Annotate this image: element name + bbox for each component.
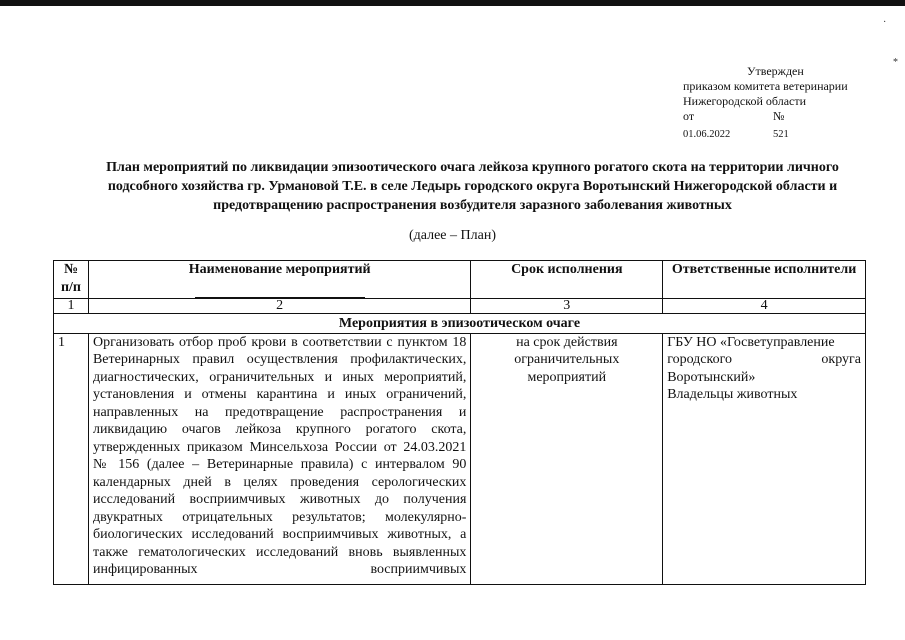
document-subtitle: (далее – План) [408,228,496,243]
column-number: 4 [663,298,866,313]
table-header-row [54,261,866,299]
approval-number-label: № [773,109,785,123]
row-number: 1 [54,333,89,584]
executor-word: округа [821,352,861,367]
column-number: 3 [471,298,663,313]
row-term: на срок действия ограничительных мероприятий [471,333,663,584]
table-row [54,333,866,584]
executor-line: Воротынский» [667,369,756,385]
approval-from-label: от [683,109,695,123]
header-term: Срок исполнения [471,261,663,299]
approval-values-row [683,127,883,142]
column-number: 1 [54,298,89,313]
approval-date: 01.06.2022 [683,129,731,140]
section-title: Мероприятия в эпизоотическом очаге [54,313,866,333]
document-title: План мероприятий по ликвидации эпизоотического очага лейкоза крупного рогатого скота на территории личного подсобного хозяйства гр. Урмановой Т.Е. в селе Ледырь городского округа Воротынский Нижегородской области и предотвращению распространения возбудителя заразного заболевания животных [106,160,839,213]
row-measure: Организовать отбор проб крови в соответствии с пунктом 18 Ветеринарных правил осуществления профилактических, диагностических, ограничительных и иных мероприятий, установления и отмены карантина и иных ограничений, направленных на предотвращение распространения и ликвидацию очагов лейкоза крупного рогатого скота, утвержденных приказом Минсельхоза России от 24.03.2021 № 156 (далее – Ветеринарные правила) с интервалом 90 календарных дней в целях проведения серологических исследований восприимчивых животных до получения двукратных отрицательных результатов; молекулярно-биологических исследований восприимчивых животных, а также гематологических исследований вновь выявленных инфицированных восприимчивых [88,333,470,584]
scan-speck: * [893,57,898,68]
executor-word: городского [667,352,732,367]
executor-owners: Владельцы животных [667,387,798,402]
column-number-row [54,298,866,313]
header-number: № п/п [54,261,89,299]
executor-line [667,351,861,369]
plan-table [53,260,866,585]
approval-number: 521 [773,129,789,140]
approval-heading: Утвержден [747,64,804,78]
column-number: 2 [88,298,470,313]
approval-labels-row [683,109,883,124]
approval-order-line: приказом комитета ветеринарии [683,79,848,93]
scan-speck: · [883,17,887,28]
row-executors [663,333,866,584]
approval-block [683,64,883,142]
header-measure-text: Наименование мероприятий [188,262,371,277]
approval-region-line: Нижегородской области [683,94,807,108]
section-row [54,313,866,333]
header-measure [88,261,470,299]
executor-line: ГБУ НО «Госветуправление [667,334,835,350]
header-executors: Ответственные исполнители [663,261,866,299]
top-scan-border [0,0,905,6]
